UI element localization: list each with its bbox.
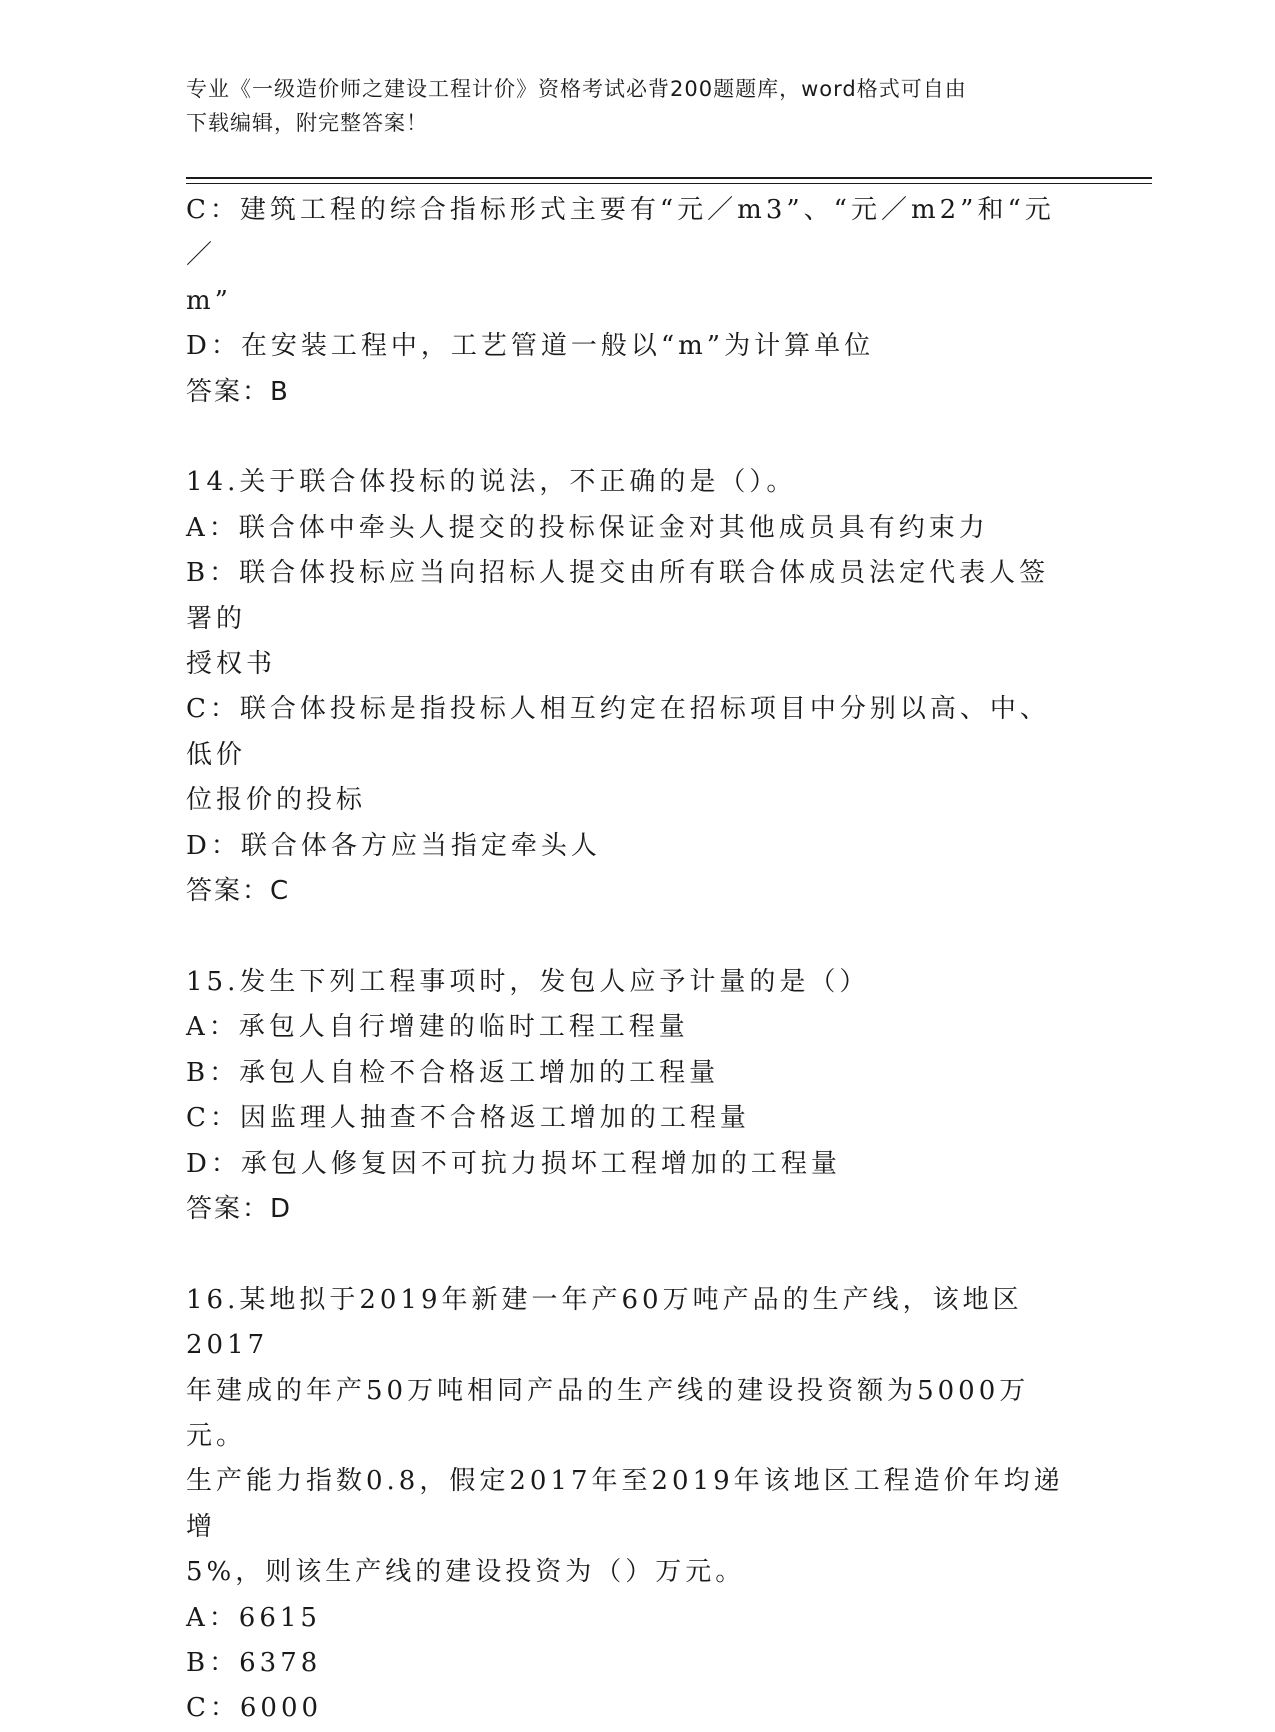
prev-answer: 答案：B — [186, 376, 290, 407]
q14-option-a: A：联合体中牵头人提交的投标保证金对其他成员具有约束力 — [186, 512, 989, 543]
prev-option-c: C：建筑工程的综合指标形式主要有“元／m3”、“元／m2”和“元／ — [186, 195, 1055, 271]
q14-option-b-cont: 授权书 — [186, 649, 277, 680]
header-line-2: 下载编辑，附完整答案！ — [186, 111, 428, 135]
document-header — [186, 72, 1066, 140]
spacer — [186, 914, 1066, 959]
spacer — [186, 1232, 1066, 1277]
q16-option-c: C：6000 — [186, 1693, 323, 1724]
q14-stem: 14.关于联合体投标的说法，不正确的是（）。 — [186, 467, 797, 498]
q16-stem-line-2: 年建成的年产50万吨相同产品的生产线的建设投资额为5000万元。 — [186, 1375, 1030, 1451]
question-content — [186, 188, 1066, 1732]
q15-answer: 答案：D — [186, 1193, 293, 1224]
q16-option-a: A：6615 — [186, 1602, 321, 1633]
q15-stem: 15.发生下列工程事项时，发包人应予计量的是（） — [186, 966, 870, 997]
q14-answer: 答案：C — [186, 876, 291, 907]
q14-option-c-cont: 位报价的投标 — [186, 785, 367, 816]
header-divider-thin — [186, 183, 1152, 184]
q15-option-d: D：承包人修复因不可抗力损坏工程增加的工程量 — [186, 1148, 841, 1179]
header-line-1: 专业《一级造价师之建设工程计价》资格考试必背200题题库，word格式可自由 — [186, 77, 967, 101]
q14-option-d: D：联合体各方应当指定牵头人 — [186, 830, 601, 861]
q14-option-c: C：联合体投标是指投标人相互约定在招标项目中分别以高、中、低价 — [186, 694, 1050, 770]
q16-option-b: B：6378 — [186, 1647, 322, 1678]
q14-option-b: B：联合体投标应当向招标人提交由所有联合体成员法定代表人签署的 — [186, 558, 1050, 634]
prev-option-d: D：在安装工程中，工艺管道一般以“m”为计算单位 — [186, 331, 875, 362]
prev-option-c-cont: m” — [186, 285, 232, 316]
q16-stem-line-1: 16.某地拟于2019年新建一年产60万吨产品的生产线，该地区2017 — [186, 1284, 1023, 1361]
q16-stem-line-4: 5%，则该生产线的建设投资为（）万元。 — [186, 1557, 746, 1588]
q16-stem-line-3: 生产能力指数0.8，假定2017年至2019年该地区工程造价年均递增 — [186, 1466, 1064, 1542]
spacer — [186, 415, 1066, 460]
header-divider-thick — [186, 177, 1152, 179]
q15-option-a: A：承包人自行增建的临时工程工程量 — [186, 1012, 689, 1043]
q15-option-b: B：承包人自检不合格返工增加的工程量 — [186, 1057, 720, 1088]
q15-option-c: C：因监理人抽查不合格返工增加的工程量 — [186, 1103, 750, 1134]
